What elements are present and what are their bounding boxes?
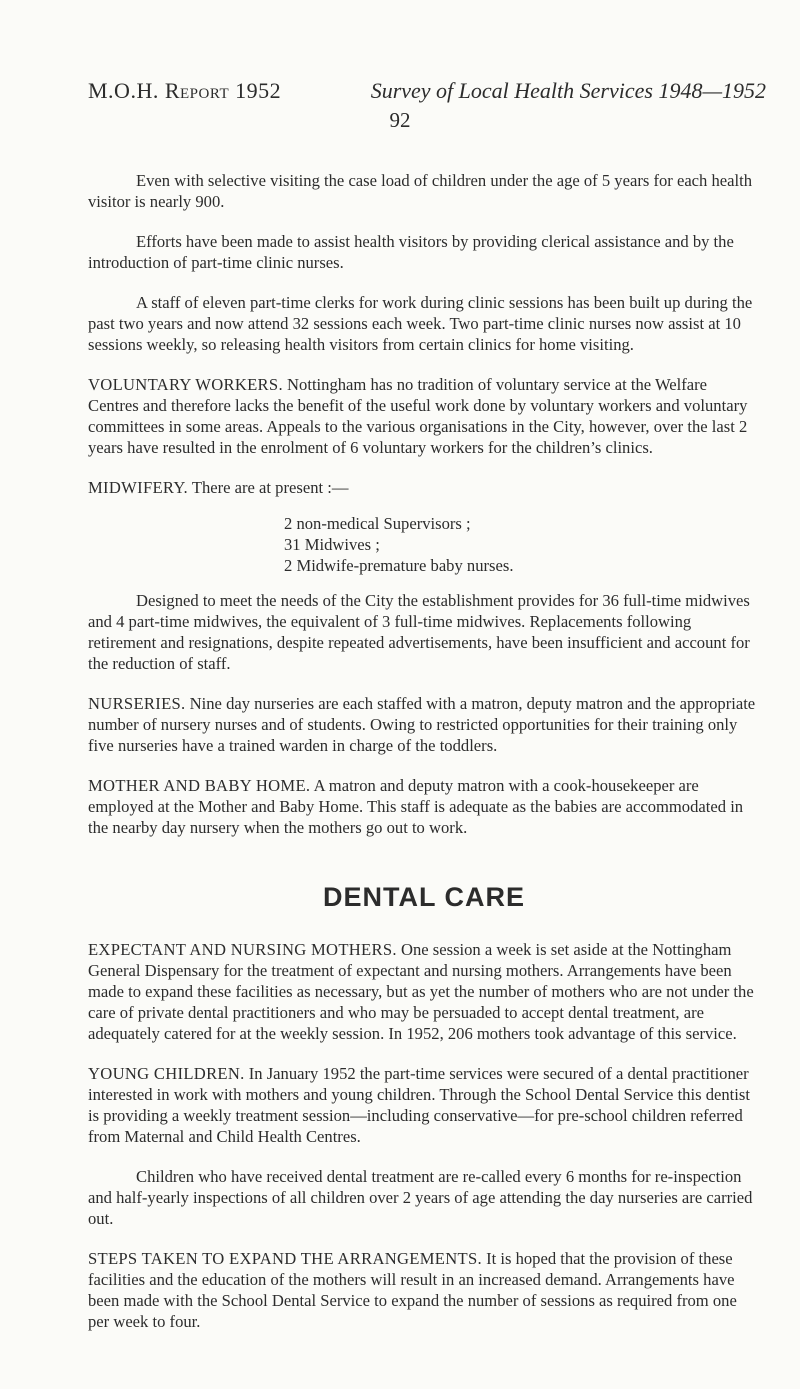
section-text: Nottingham has no tradition of voluntary service at the Welfare Centres and therefore lacks the benefit of the useful work done by voluntary workers and voluntary committees in some areas. Appeals to the various organisations in the City, however, over the last 2 years have resulted in the enrolment of 6 voluntary workers for the children’s clinics. [88,375,748,457]
section-heading: YOUNG CHILDREN. [88,1064,245,1083]
paragraph-midwife-establishment: Designed to meet the needs of the City the establishment provides for 36 full-time midwives and 4 part-time midwives, the equivalent of 3 full-time midwives. Replacements following retirement and resignations, despite repeated advertisements, have been insufficient and account for the reduction of staff. [88,591,750,673]
section-heading: VOLUNTARY WORKERS. [88,375,283,394]
section-text: In January 1952 the part-time services were secured of a dental practitioner interested in work with mothers and young children. Through the School Dental Service this dentist is providing a weekly treatment session—including conservative—for pre-school children referred from Maternal and Child Health Centres. [88,1064,750,1146]
steps-taken-section [88,1248,760,1332]
page-number: 92 [389,108,411,132]
section-text: One session a week is set aside at the Nottingham General Dispensary for the treatment of expectant and nursing mothers. Arrangements have been made to expand these facilities as necessary, but as yet the number of mothers who are not under the care of private dental practitioners and who may be persuaded to accept dental treatment, are adequately catered for at the weekly session. In 1952, 206 mothers took advantage of this service. [88,940,754,1043]
section-heading: EXPECTANT AND NURSING MOTHERS. [88,940,397,959]
midwifery-section [88,477,760,498]
dental-care-title: DENTAL CARE [322,882,525,912]
section-text: Nine day nurseries are each staffed with a matron, deputy matron and the appropriate number of nursery nurses and of students. Owing to restricted opportunities for their training only five nurseries have a trained warden in charge of the toddlers. [88,694,756,755]
nurseries-section [88,693,760,756]
list-item: 31 Midwives ; [284,535,380,554]
section-text: A matron and deputy matron with a cook-housekeeper are employed at the Mother and Baby Home. This staff is adequate as the babies are accommodated in the nearby day nursery when the mothers go out to work. [88,776,744,837]
section-heading: MIDWIFERY. [88,478,188,497]
paragraph-clerks: A staff of eleven part-time clerks for work during clinic sessions has been built up during the past two years and now attend 32 sessions each week. Two part-time clinic nurses now assist at 10 sessions weekly, so releasing health visitors from certain clinics for home visiting. [88,293,753,354]
young-children-section [88,1063,760,1147]
section-text: There are at present :— [187,478,349,497]
paragraph-recall: Children who have received dental treatment are re-called every 6 months for re-inspection and half-yearly inspections of all children over 2 years of age attending the day nurseries are carried out. [88,1167,753,1228]
section-heading: STEPS TAKEN TO EXPAND THE ARRANGEMENTS. [88,1249,482,1268]
expectant-mothers-section [88,939,760,1044]
section-heading: MOTHER AND BABY HOME. [88,776,311,795]
midwifery-staff-list [284,513,760,576]
list-item: 2 Midwife-premature baby nurses. [284,556,514,575]
list-item: 2 non-medical Supervisors ; [284,514,471,533]
section-heading: NURSERIES. [88,694,186,713]
paragraph-clerical: Efforts have been made to assist health visitors by providing clerical assistance and by the introduction of part-time clinic nurses. [88,232,734,272]
body-text [88,170,760,1351]
survey-title: Survey of Local Health Services 1948—1952 [370,78,766,103]
section-text: It is hoped that the provision of these facilities and the education of the mothers will result in an increased demand. Arrangements have been made with the School Dental Service to expand the number of sessions as required from one per week to four. [88,1249,737,1331]
mother-baby-home-section [88,775,760,838]
running-header [88,78,766,108]
paragraph-caseload: Even with selective visiting the case load of children under the age of 5 years for each health visitor is nearly 900. [88,171,753,211]
voluntary-workers-section [88,374,760,458]
report-title: M.O.H. Report 1952 [88,78,282,103]
